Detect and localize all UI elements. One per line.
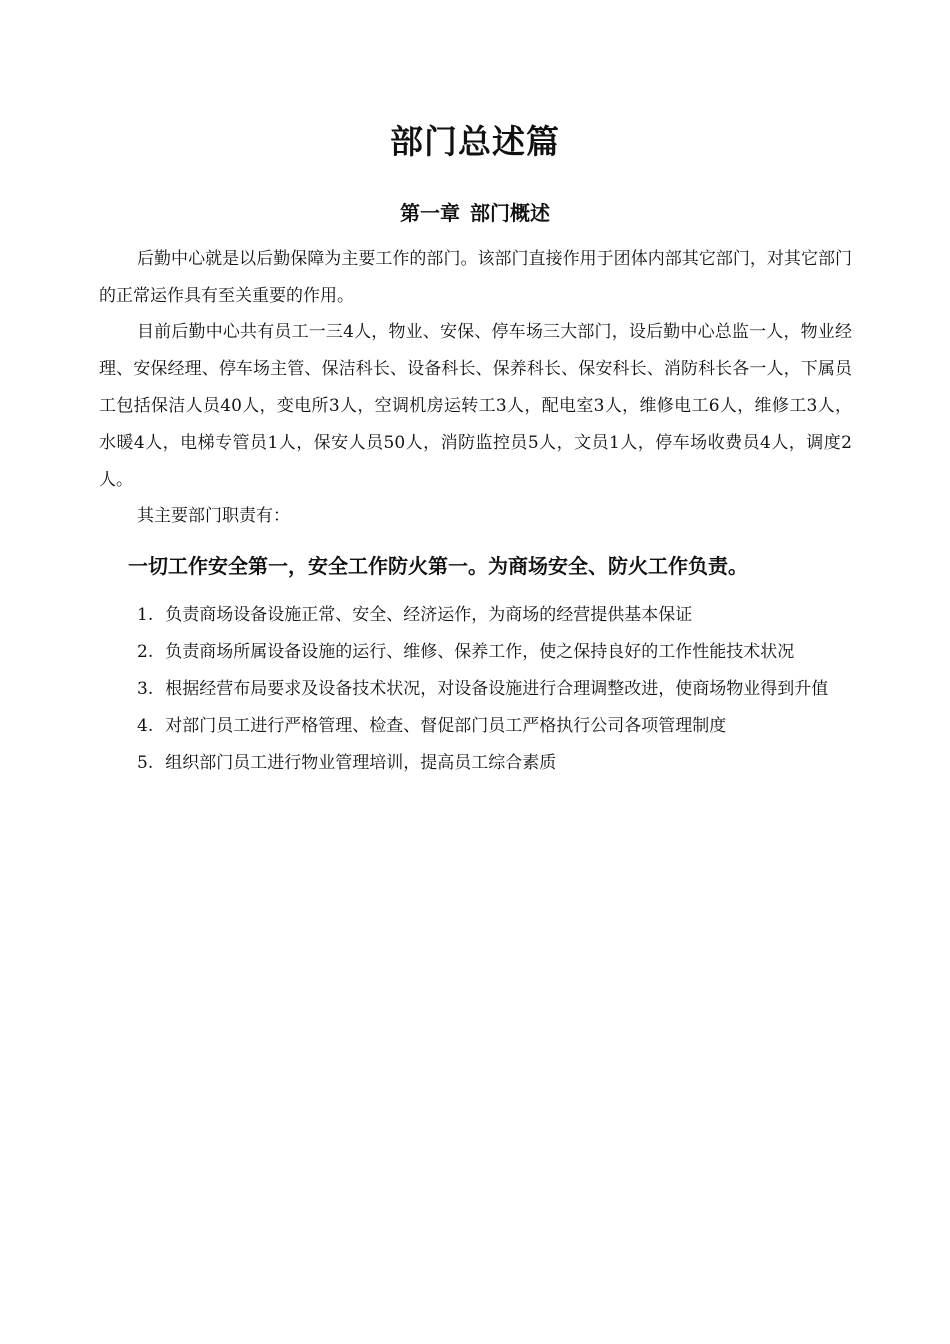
- staff-paragraph-block: [99, 314, 852, 499]
- list-item-number: 5.: [137, 753, 154, 773]
- list-item: [99, 634, 852, 671]
- chapter-number: 第一章: [400, 201, 460, 225]
- list-item: [99, 597, 852, 634]
- duties-intro-block: [99, 498, 852, 535]
- list-item-text: 组织部门员工进行物业管理培训，提高员工综合素质: [165, 753, 557, 773]
- list-item-text: 负责商场所属设备设施的运行、维修、保养工作，使之保持良好的工作性能技术状况: [165, 642, 795, 662]
- list-item-number: 4.: [137, 716, 154, 736]
- intro-paragraph: 后勤中心就是以后勤保障为主要工作的部门。该部门直接作用于团体内部其它部门，对其它部门的正常运作具有至关重要的作用。: [99, 249, 852, 306]
- list-item-number: 2.: [137, 642, 154, 662]
- chapter-name: 部门概述: [470, 201, 550, 225]
- safety-emphasis-line: 一切工作安全第一，安全工作防火第一。为商场安全、防火工作负责。: [128, 554, 748, 578]
- chapter-heading: [0, 197, 950, 226]
- duties-intro: 其主要部门职责有：: [137, 506, 290, 526]
- list-item-text: 负责商场设备设施正常、安全、经济运作，为商场的经营提供基本保证: [165, 605, 693, 625]
- list-item-text: 对部门员工进行严格管理、检查、督促部门员工严格执行公司各项管理制度: [165, 716, 727, 736]
- intro-paragraph-block: [99, 241, 852, 315]
- staff-paragraph: 目前后勤中心共有员工一三4人，物业、安保、停车场三大部门，设后勤中心总监一人，物业经理、安保经理、停车场主管、保洁科长、设备科长、保养科长、保安科长、消防科长各一人，下属员工包括保洁人员40人，变电所3人，空调机房运转工3人，配电室3人，维修电工6人，维修工3人，水暖4人，电梯专管员1人，保安人员50人，消防监控员5人，文员1人，停车场收费员4人，调度2人。: [99, 322, 852, 490]
- list-item: [99, 671, 852, 708]
- list-item-text: 根据经营布局要求及设备技术状况，对设备设施进行合理调整改进，使商场物业得到升值: [165, 679, 829, 699]
- list-item-number: 3.: [137, 679, 154, 699]
- page-title: 部门总述篇: [390, 122, 560, 161]
- list-item-number: 1.: [137, 605, 154, 625]
- list-item: [99, 708, 852, 745]
- duties-list: [99, 597, 852, 782]
- list-item: [99, 745, 852, 782]
